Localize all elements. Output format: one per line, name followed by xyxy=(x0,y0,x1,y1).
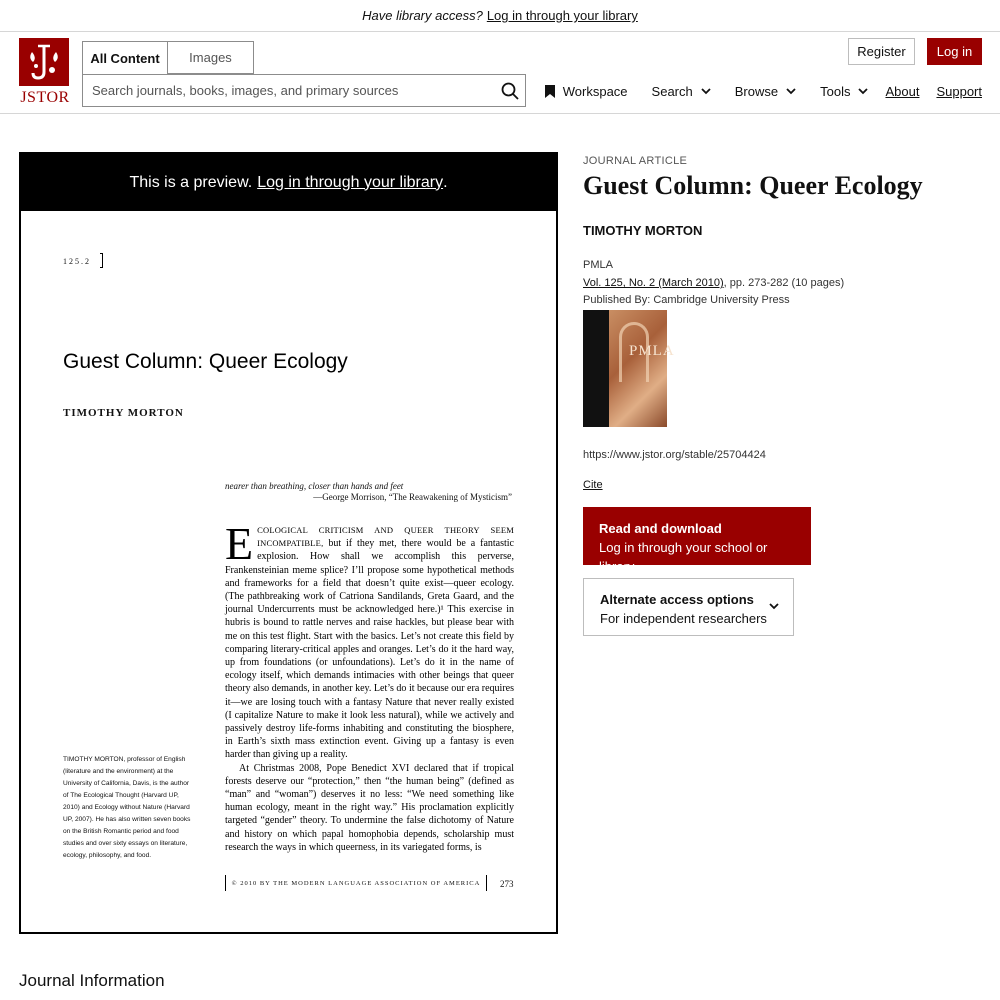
jstor-logo[interactable] xyxy=(19,38,71,110)
nav-search[interactable] xyxy=(652,84,711,99)
jstor-logo-text: JSTOR xyxy=(20,89,70,106)
search-input[interactable] xyxy=(83,83,495,98)
chevron-down-icon xyxy=(769,603,779,610)
main-nav xyxy=(521,84,982,99)
library-login-link[interactable]: Log in through your library xyxy=(486,8,638,23)
volume-issue-link[interactable]: Vol. 125, No. 2 (March 2010) xyxy=(583,277,724,289)
nav-browse-label: Browse xyxy=(734,84,779,99)
chevron-down-icon xyxy=(858,88,868,95)
stable-url: https://www.jstor.org/stable/25704424 xyxy=(583,449,766,461)
cover-title: PMLA xyxy=(629,343,675,359)
drop-cap: E xyxy=(225,518,254,569)
page-range: , pp. 273-282 (10 pages) xyxy=(723,277,845,289)
library-access-banner xyxy=(0,0,1000,32)
alt-access-subtitle: For independent researchers xyxy=(600,611,767,626)
opening-small-caps: COLOGICAL CRITICISM AND QUEER THEORY SEEM INCOMPATIBLE, xyxy=(257,525,514,549)
chevron-down-icon xyxy=(786,88,796,95)
preview-banner-text: This is a preview. xyxy=(129,173,253,191)
cite-link[interactable]: Cite xyxy=(583,479,603,491)
nav-workspace-label: Workspace xyxy=(562,84,628,99)
alt-access-title: Alternate access options xyxy=(600,592,754,607)
cover-artwork xyxy=(609,310,675,427)
epigraph-quote: nearer than breathing, closer than hands and feet xyxy=(225,481,404,491)
library-access-question: Have library access? xyxy=(362,8,483,23)
page-bracket xyxy=(100,253,103,268)
site-header xyxy=(0,32,1000,114)
tab-all-content[interactable]: All Content xyxy=(82,41,168,74)
preview-login-link[interactable]: Log in through your library xyxy=(257,173,444,191)
preview-banner xyxy=(21,154,556,211)
jstor-logo-icon xyxy=(19,38,69,86)
paragraph-2: At Christmas 2008, Pope Benedict XVI declared that if tropical forests deserve our “protection,” then “the human being” (defined as “man” and “woman”) deserves it no less: “We need something like human ecology, meant in the right way.” His proclamation explicitly targeted “gender” theory. To undermine the false dichotomy of Nature and history on which papal homophobia depends, scholarship must research the ways in which queerness, in its variegated forms, is xyxy=(225,762,514,853)
article-preview xyxy=(19,152,558,934)
content-type-label: JOURNAL ARTICLE xyxy=(583,155,688,167)
register-button[interactable]: Register xyxy=(848,38,915,65)
article-first-page xyxy=(21,211,556,932)
paragraph-1: but if they met, there would be a fantastic explosion. How shall we accomplish this perverse, Frankensteinian meme splice? I’ll propose some hypothetical methods and frameworks for a field that doesn’t quite exist—queer ecology. (The pathbreaking work of Catriona Sandilands, Greta Gaard, and the journal Undercurrents must be acknowledged here.)¹ This exercise in hubris is bound to rattle nerves and raise hackles, but please bear with me on this test flight. Start with the basics. Let’s not create this field by comparing literary-critical apples and oranges. Let’s do it the hard way, up from foundations (or unfoundations). Let’s do it in the name of ecology itself, which demands intimacies with other beings that queer theory also demands, in another key. Let’s do it because our era requires it—we are losing touch with a fantasy Nature that never really existed (I capitalize Nature to make it look less natural), while we actively and passively destroy life-forms inhabiting and constituting the biosphere, in Earth’s sixth mass extinction event. Giving up a fantasy is even harder than giving up a reality. xyxy=(225,538,514,761)
nav-browse[interactable] xyxy=(735,84,796,99)
article-author: TIMOTHY MORTON xyxy=(583,223,703,238)
author-bio: TIMOTHY MORTON, professor of English (literature and the environment) at the University of California, Davis, is the author of The Ecological Thought (Harvard UP, 2010) and Ecology without Nature (Harvard UP, 2007). He has also written seven books on the British Romantic period and food studies and over sixty essays on literature, ecology, philosophy, and food. xyxy=(63,756,191,859)
journal-name: PMLA xyxy=(583,259,613,271)
alternate-access-button[interactable] xyxy=(583,578,794,636)
page-article-author: TIMOTHY MORTON xyxy=(63,407,184,419)
search-scope-tabs xyxy=(82,41,254,74)
page-article-title: Guest Column: Queer Ecology xyxy=(63,350,348,373)
page-volume-number: 125.2 xyxy=(63,257,91,266)
article-body-text xyxy=(225,518,514,854)
page-number-footer: 273 xyxy=(500,879,514,889)
nav-tools-label: Tools xyxy=(820,84,851,99)
journal-information-heading: Journal Information xyxy=(19,971,165,990)
page-copyright-footer: © 2010 BY THE MODERN LANGUAGE ASSOCIATION OF AMERICA xyxy=(225,875,487,891)
login-button[interactable]: Log in xyxy=(927,38,982,65)
nav-about-link[interactable]: About xyxy=(885,84,920,99)
tab-images[interactable]: Images xyxy=(168,41,254,74)
bookmark-icon xyxy=(545,85,555,98)
nav-support-link[interactable]: Support xyxy=(936,84,982,99)
nav-search-label: Search xyxy=(651,84,693,99)
article-title: Guest Column: Queer Ecology xyxy=(583,171,923,200)
epigraph-attribution: —George Morrison, “The Reawakening of Mysticism” xyxy=(313,492,512,502)
chevron-down-icon xyxy=(701,88,711,95)
nav-tools[interactable] xyxy=(820,84,868,99)
read-button-subtitle: Log in through your school or library xyxy=(599,540,768,574)
cover-spine xyxy=(583,310,609,427)
preview-banner-end: . xyxy=(443,173,448,191)
nav-workspace[interactable] xyxy=(545,84,628,99)
read-and-download-button[interactable] xyxy=(583,507,811,574)
publisher-info: Published By: Cambridge University Press xyxy=(583,294,790,306)
volume-info xyxy=(583,277,983,289)
search-box xyxy=(82,74,526,107)
read-button-title: Read and download xyxy=(599,521,722,536)
journal-cover-image[interactable] xyxy=(583,310,675,427)
article-metadata xyxy=(583,152,983,636)
